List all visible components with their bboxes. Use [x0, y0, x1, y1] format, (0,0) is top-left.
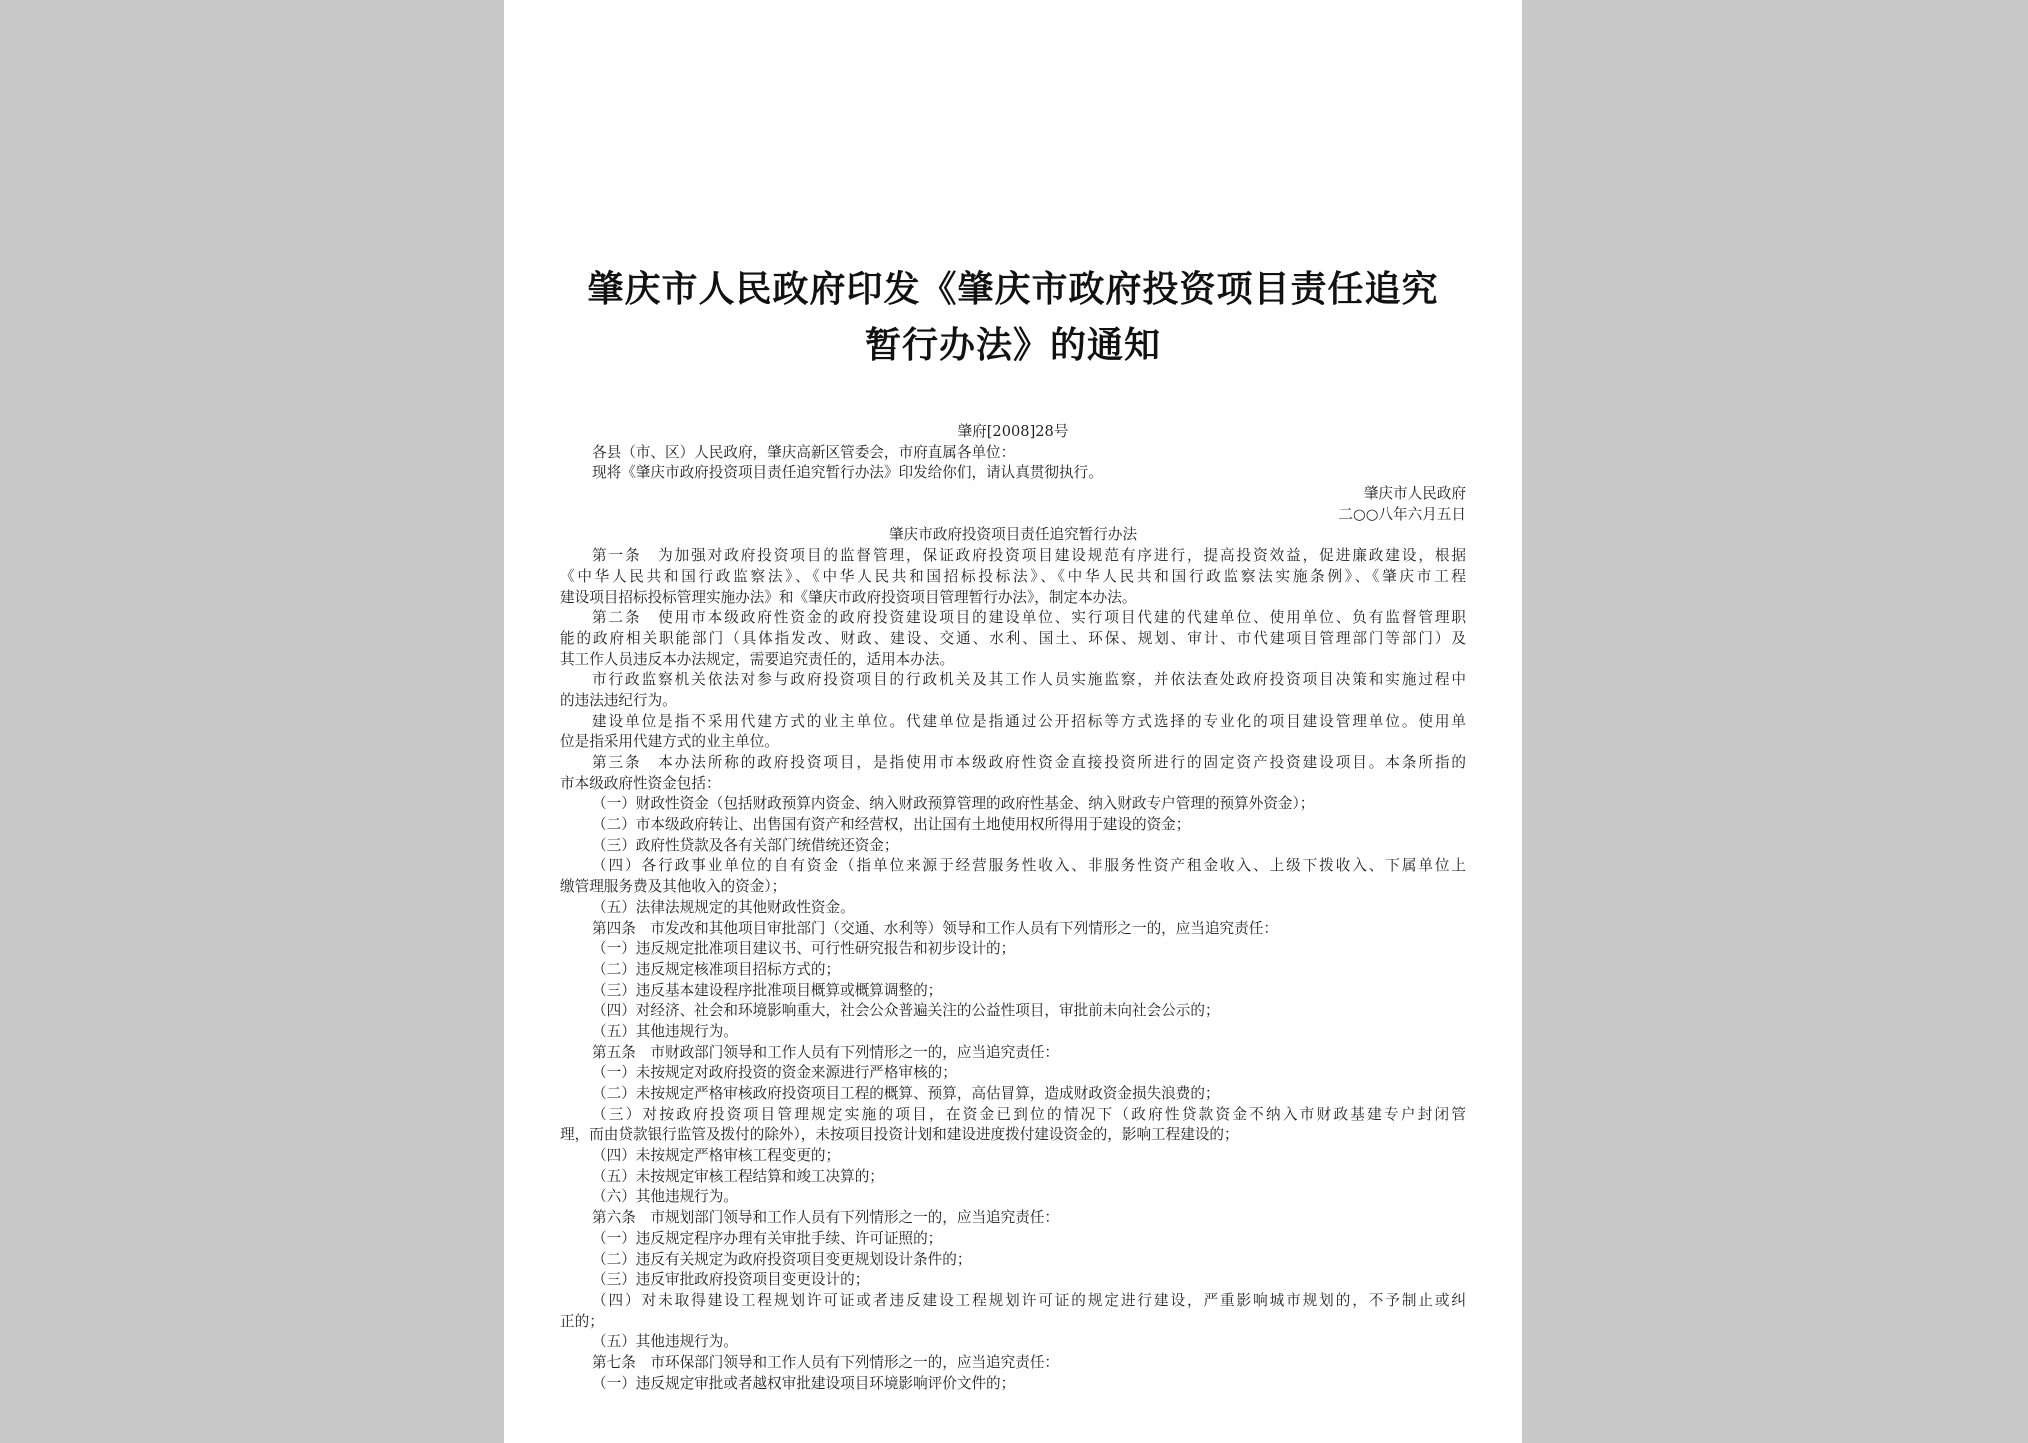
document-line: （二）违反规定核准项目招标方式的； [592, 960, 841, 978]
document-line: 第二条 使用市本级政府性资金的政府投资建设项目的建设单位、实行项目代建的代建单位、使用单位、负有监督管理职 [592, 609, 1466, 627]
document-body [560, 422, 1466, 1394]
document-line: （三）政府性贷款及各有关部门统借统还资金； [592, 836, 899, 854]
document-line: 缴管理服务费及其他收入的资金）； [560, 878, 787, 896]
document-line: 建设项目招标投标管理实施办法》和《肇庆市政府投资项目管理暂行办法》，制定本办法。 [560, 588, 1137, 606]
document-line: 市行政监察机关依法对参与政府投资项目的行政机关及其工作人员实施监察，并依法查处政府投资项目决策和实施过程中 [592, 671, 1466, 689]
document-line: （三）违反基本建设程序批准项目概算或概算调整的； [592, 981, 943, 999]
document-line: （五）法律法规规定的其他财政性资金。 [592, 898, 855, 916]
title-line-1: 肇庆市人民政府印发《肇庆市政府投资项目责任追究 [587, 269, 1439, 310]
document-line: （四）未按规定严格审核工程变更的； [592, 1147, 841, 1165]
document-line: 第四条 市发改和其他项目审批部门（交通、水利等）领导和工作人员有下列情形之一的，应当追究责任： [592, 919, 1278, 937]
document-line: 其工作人员违反本办法规定，需要追究责任的，适用本办法。 [560, 650, 955, 668]
document-line: 二○○八年六月五日 [1338, 505, 1466, 523]
document-line: （一）违反规定批准项目建议书、可行性研究报告和初步设计的； [592, 940, 1016, 958]
document-line: （三）违反审批政府投资项目变更设计的； [592, 1271, 870, 1289]
document-line: （二）市本级政府转让、出售国有资产和经营权，出让国有土地使用权所得用于建设的资金； [592, 816, 1191, 834]
document-page [504, 0, 1522, 1443]
document-line: 各县（市、区）人民政府，肇庆高新区管委会，市府直属各单位： [592, 443, 1016, 461]
document-line: （四）各行政事业单位的自有资金（指单位来源于经营服务性收入、非服务性资产租金收入、上级下拨收入、下属单位上 [592, 857, 1466, 875]
document-line: （五）其他违规行为。 [592, 1022, 738, 1040]
document-line: （三）对按政府投资项目管理规定实施的项目，在资金已到位的情况下（政府性贷款资金不纳入市财政基建专户封闭管 [592, 1105, 1466, 1123]
document-line: 《中华人民共和国行政监察法》、《中华人民共和国招标投标法》、《中华人民共和国行政监察法实施条例》、《肇庆市工程 [560, 567, 1466, 585]
document-line: 正的； [560, 1312, 604, 1330]
document-line: （一）违反规定审批或者越权审批建设项目环境影响评价文件的； [592, 1374, 1016, 1392]
document-line: （五）其他违规行为。 [592, 1333, 738, 1351]
document-line: （一）财政性资金（包括财政预算内资金、纳入财政预算管理的政府性基金、纳入财政专户管理的预算外资金）； [592, 795, 1315, 813]
document-line: 第七条 市环保部门领导和工作人员有下列情形之一的，应当追究责任： [592, 1353, 1060, 1371]
document-line: 第六条 市规划部门领导和工作人员有下列情形之一的，应当追究责任： [592, 1209, 1060, 1227]
document-line: 理，而由贷款银行监管及拨付的除外），未按项目投资计划和建设进度拨付建设资金的，影响工程建设的； [560, 1126, 1239, 1144]
document-line: （一）未按规定对政府投资的资金来源进行严格审核的； [592, 1064, 957, 1082]
document-line: 的违法违纪行为。 [560, 691, 677, 709]
document-line: （四）对未取得建设工程规划许可证或者违反建设工程规划许可证的规定进行建设，严重影响城市规划的，不予制止或纠 [592, 1291, 1466, 1309]
document-line: 位是指采用代建方式的业主单位。 [560, 733, 779, 751]
document-line: 肇府[2008]28号 [957, 423, 1069, 440]
document-line: （四）对经济、社会和环境影响重大，社会公众普遍关注的公益性项目，审批前未向社会公示的； [592, 1002, 1220, 1020]
document-line: （六）其他违规行为。 [592, 1188, 738, 1206]
document-line: 肇庆市政府投资项目责任追究暂行办法 [888, 526, 1138, 544]
document-line: 市本级政府性资金包括： [560, 774, 721, 792]
document-line: （五）未按规定审核工程结算和竣工决算的； [592, 1167, 884, 1185]
document-line: （一）违反规定程序办理有关审批手续、许可证照的； [592, 1229, 943, 1247]
document-line: 能的政府相关职能部门（具体指发改、财政、建设、交通、水利、国土、环保、规划、审计、市代建项目管理部门等部门）及 [560, 629, 1466, 647]
document-line: （二）未按规定严格审核政府投资项目工程的概算、预算，高估冒算，造成财政资金损失浪费的； [592, 1085, 1220, 1102]
document-title [544, 262, 1482, 374]
document-line: （二）违反有关规定为政府投资项目变更规划设计条件的； [592, 1250, 972, 1268]
document-line: 第三条 本办法所称的政府投资项目，是指使用市本级政府性资金直接投资所进行的固定资产投资建设项目。本条所指的 [592, 754, 1466, 771]
document-line: 第五条 市财政部门领导和工作人员有下列情形之一的，应当追究责任： [592, 1043, 1060, 1061]
document-line: 第一条 为加强对政府投资项目的监督管理，保证政府投资项目建设规范有序进行，提高投资效益，促进廉政建设，根据 [592, 547, 1466, 565]
document-line: 建设单位是指不采用代建方式的业主单位。代建单位是指通过公开招标等方式选择的专业化的项目建设管理单位。使用单 [592, 712, 1466, 730]
document-line: 肇庆市人民政府 [1363, 485, 1466, 503]
title-line-2: 暂行办法》的通知 [864, 325, 1161, 366]
document-line: 现将《肇庆市政府投资项目责任追究暂行办法》印发给你们，请认真贯彻执行。 [592, 464, 1103, 482]
